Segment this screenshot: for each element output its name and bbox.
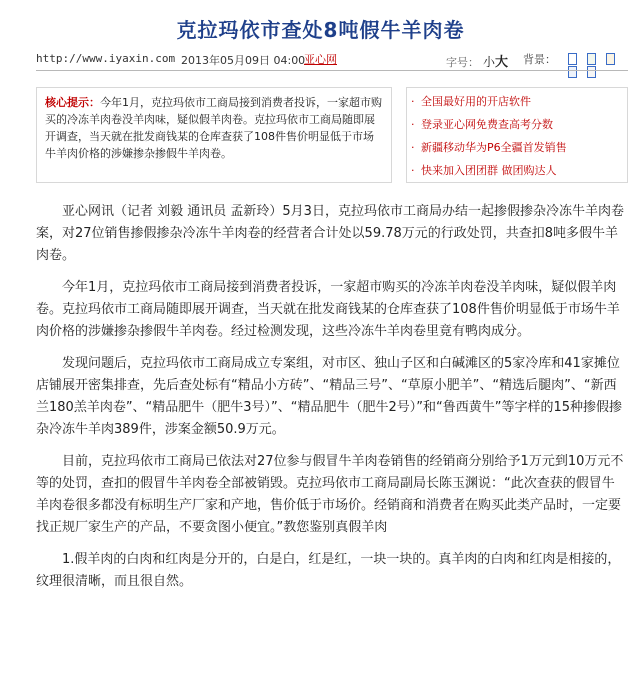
promo-links <box>406 87 628 183</box>
promo-link-2[interactable]: · 登录亚心网免费查高考分数 <box>411 113 627 136</box>
publish-date: 2013年05月09日 04:00 <box>181 54 306 67</box>
bullet-icon: · <box>411 118 415 131</box>
article-paragraph: 今年1月，克拉玛依市工商局接到消费者投诉，一家超市购买的冷冻羊肉卷没羊肉味，疑似假羊肉卷。克拉玛依市工商局随即展开调查，当天就在批发商钱某的仓库查获了108件售价明显低于市场牛羊肉价格的涉嫌掺杂掺假牛羊肉卷。经过检测发现，这些冷冻牛羊肉卷里竟有鸭肉成分。 <box>36 280 620 339</box>
bullet-icon: · <box>411 141 415 154</box>
article-body <box>36 201 626 603</box>
bg-swatch-4[interactable] <box>568 66 577 78</box>
article-paragraph: 目前，克拉玛依市工商局已依法对27位参与假冒牛羊肉卷销售的经销商分别给予1万元到10万元不等的处罚，查扣的假冒牛羊肉卷全部被销毁。克拉玛依市工商局副局长陈玉渊说：“此次查获的假冒牛羊肉卷很多都没有标明生产厂家和产地，售价低于市场价。经销商和消费者在购买此类产品时，一定要找正规厂家生产的产品，不要贪图小便宜。”教您鉴别真假羊肉 <box>36 454 624 535</box>
article-paragraph: 1.假羊肉的白肉和红肉是分开的，白是白，红是红，一块一块的。真羊肉的白肉和红肉是相接的，纹理很清晰，而且很自然。 <box>36 552 621 589</box>
bg-swatch-2[interactable] <box>587 53 596 65</box>
article-title: 克拉玛依市查处8吨假牛羊肉卷 <box>176 18 465 42</box>
font-small-button[interactable]: 小 <box>483 55 496 69</box>
font-size-label: 字号： <box>446 56 479 69</box>
summary-text: 今年1月，克拉玛依市工商局接到消费者投诉，一家超市购买的冷冻羊肉卷没羊肉味，疑似假羊肉卷。克拉玛依市工商局随即展开调查，当天就在批发商钱某的仓库查获了108件售价明显低于市场牛羊肉价格的涉嫌掺杂掺假牛羊肉卷。 <box>45 96 382 160</box>
summary-box <box>36 87 392 183</box>
font-large-button[interactable]: 大 <box>495 55 509 70</box>
bg-swatch-1[interactable] <box>568 53 577 65</box>
bg-swatch-5[interactable] <box>587 66 596 78</box>
background-swatches <box>568 53 628 79</box>
source-link[interactable]: 亚心网 <box>304 53 337 66</box>
promo-link-1[interactable]: · 全国最好用的开店软件 <box>411 90 627 113</box>
header-divider <box>36 70 628 71</box>
promo-link-4[interactable]: · 快来加入团团群 做团购达人 <box>411 159 627 182</box>
bullet-icon: · <box>411 164 415 177</box>
article-meta <box>36 51 628 69</box>
bg-swatch-3[interactable] <box>606 53 615 65</box>
article-paragraph: 发现问题后，克拉玛依市工商局成立专案组，对市区、独山子区和白碱滩区的5家冷库和41家摊位店铺展开密集排查，先后查处标有“精品小方砖”、“精品三号”、“草原小肥羊”、“精选后腿肉”、“新西兰180羔羊肉卷”、“精品肥牛（肥牛3号）”、“精品肥牛（肥牛2号）”和“鲁西黄牛”等字样的15种掺假掺杂冷冻牛羊肉389件，涉案金额50.9万元。 <box>36 356 623 437</box>
background-label: 背景： <box>523 53 556 66</box>
site-url: http://www.iyaxin.com <box>36 52 176 65</box>
bullet-icon: · <box>411 95 415 108</box>
summary-label: 核心提示： <box>45 96 100 109</box>
article-paragraph: 亚心网讯（记者 刘毅 通讯员 孟新玲）5月3日，克拉玛依市工商局办结一起掺假掺杂冷冻牛羊肉卷案，对27位销售掺假掺杂冷冻牛羊肉卷的经营者合计处以59.78万元的行政处罚，共查扣8吨多假牛羊肉卷。 <box>36 204 624 263</box>
promo-link-3[interactable]: · 新疆移动华为P6全疆首发销售 <box>411 136 627 159</box>
font-size-control <box>446 51 508 70</box>
